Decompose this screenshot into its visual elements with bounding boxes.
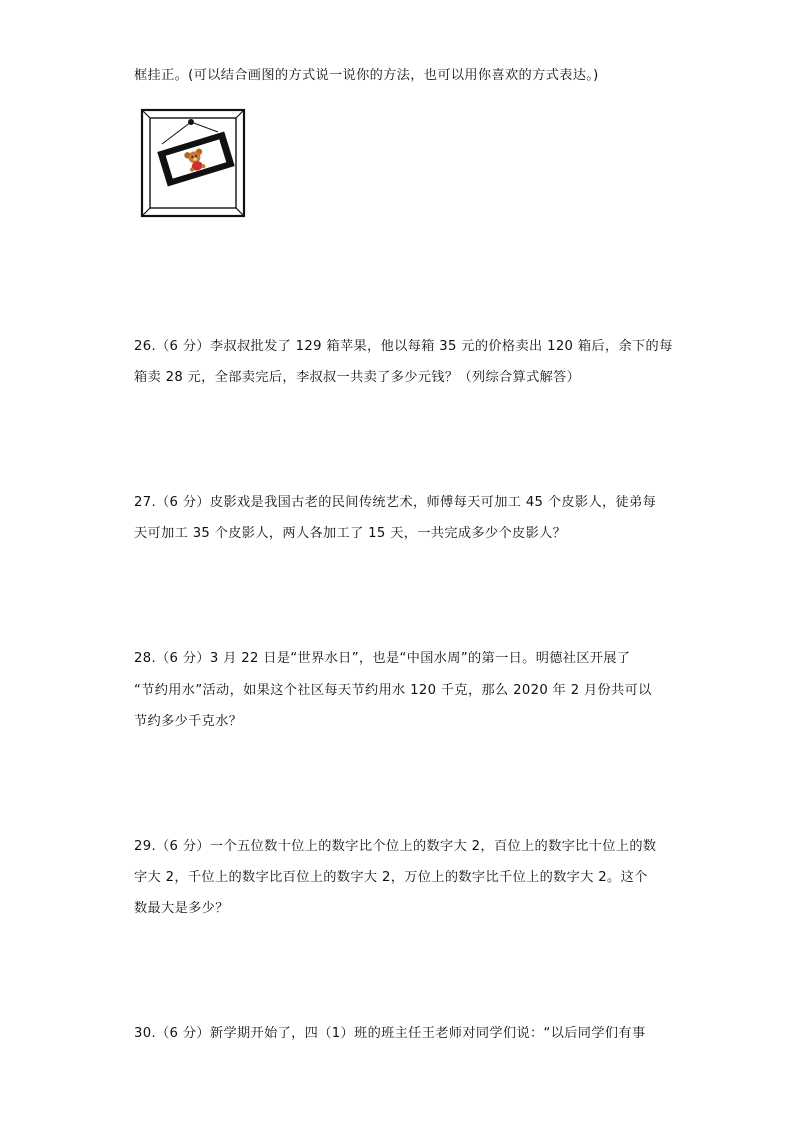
intro-text-line: 框挂正。(可以结合画图的方式说一说你的方法，也可以用你喜欢的方式表达。): [134, 68, 599, 83]
question-text-line: 数最大是多少？: [134, 901, 229, 916]
question-text-line: “节约用水”活动，如果这个社区每天节约用水 120 千克，那么 2020 年 2 月份共可以: [134, 683, 652, 698]
question-text-line: 天可加工 35 个皮影人，两人各加工了 15 天，一共完成多少个皮影人？: [134, 526, 567, 541]
question-text-line: 箱卖 28 元，全部卖完后，李叔叔一共卖了多少元钱？（列综合算式解答）: [134, 370, 581, 385]
question-text-line: 26.（6 分）李叔叔批发了 129 箱苹果，他以每箱 35 元的价格卖出 120 箱后，余下的每: [134, 339, 673, 354]
picture-frame-figure: [140, 108, 248, 220]
question-text-line: 节约多少千克水？: [134, 714, 243, 729]
question-text-line: 27.（6 分）皮影戏是我国古老的民间传统艺术，师傅每天可加工 45 个皮影人，徒弟每: [134, 495, 657, 510]
question-text-line: 28.（6 分）3 月 22 日是“世界水日”，也是“中国水周”的第一日。明德社区开展了: [134, 651, 631, 666]
question-text-line: 字大 2，千位上的数字比百位上的数字大 2，万位上的数字比千位上的数字大 2。这个: [134, 870, 648, 885]
question-text-line: 29.（6 分）一个五位数十位上的数字比个位上的数字大 2，百位上的数字比十位上的数: [134, 839, 657, 854]
question-text-line: 30.（6 分）新学期开始了，四（1）班的班主任王老师对同学们说：“以后同学们有事: [134, 1026, 646, 1041]
